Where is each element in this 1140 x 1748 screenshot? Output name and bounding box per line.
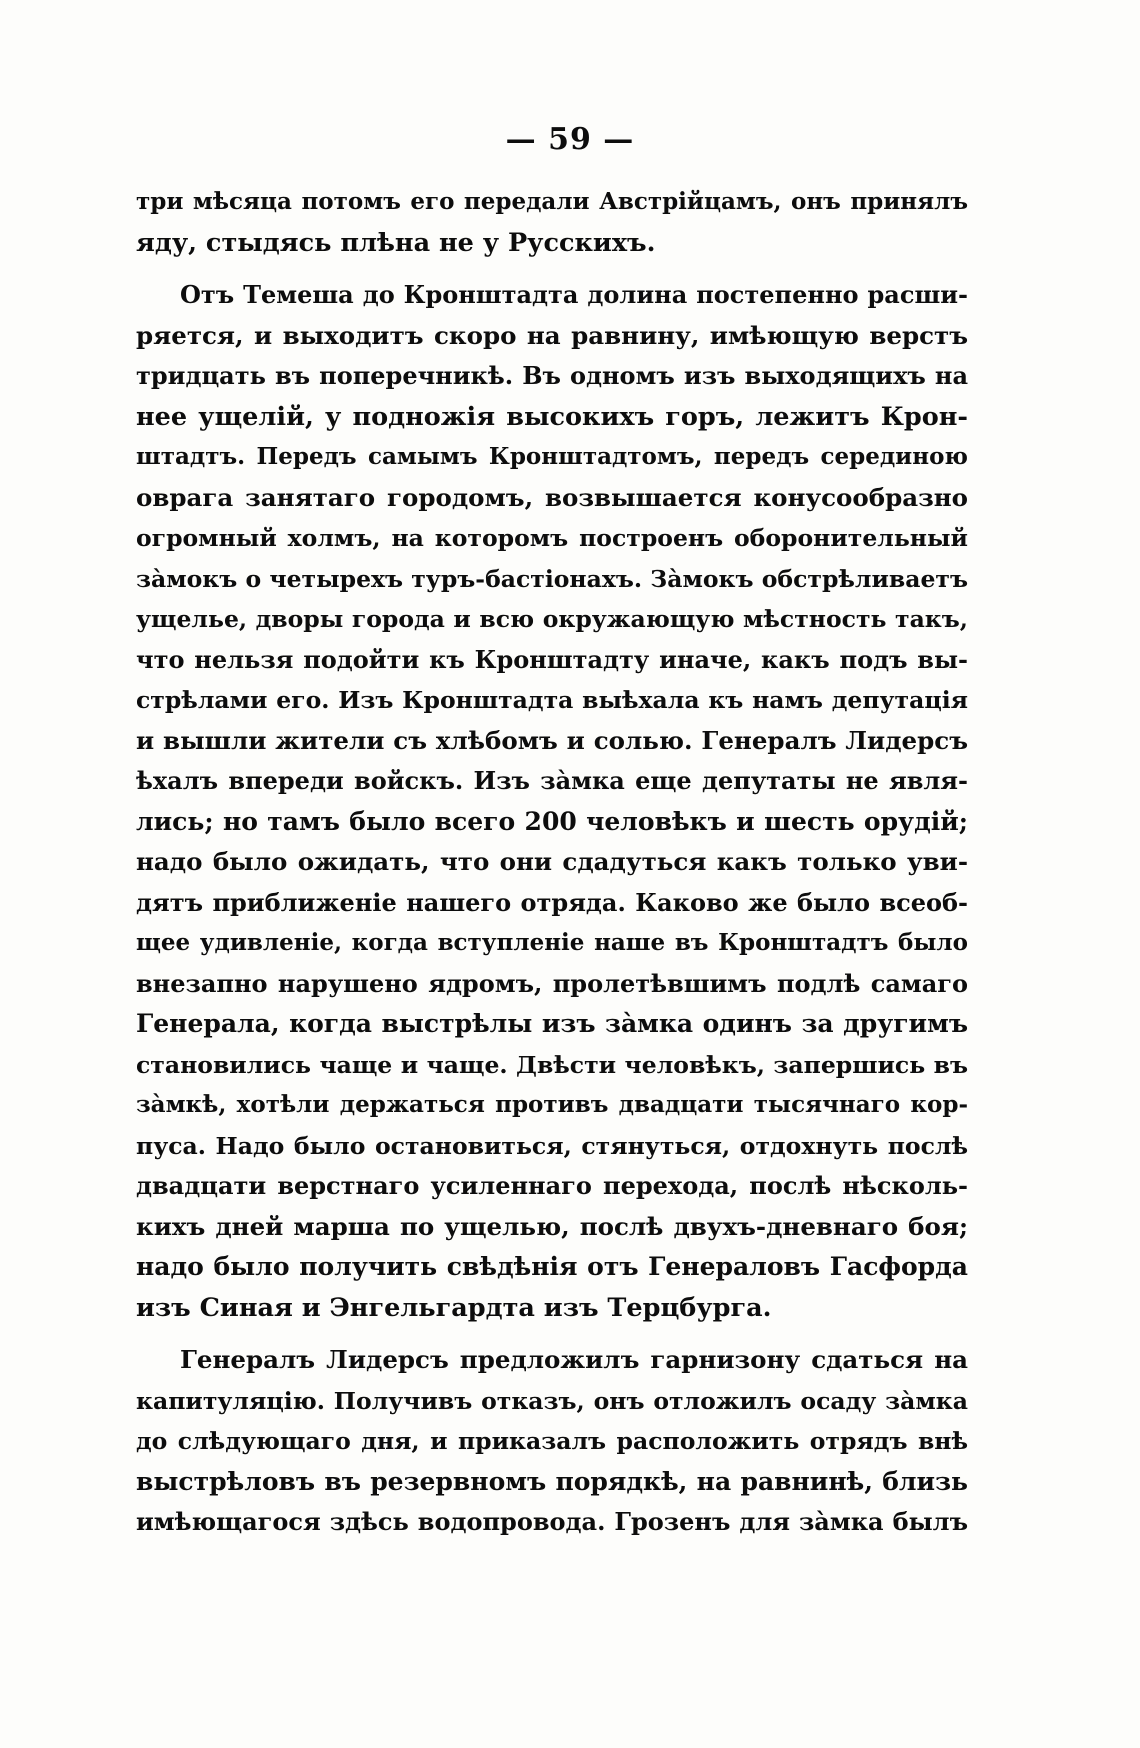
text-line: штадтъ. Передъ самымъ Кронштадтомъ, передъ серединою [136, 443, 968, 470]
text-line: капитуляцію. Получивъ отказъ, онъ отложилъ осаду зàмка [136, 1386, 968, 1415]
text-line: щее удивленіе, когда вступленіе наше въ Кронштадтъ было [136, 929, 968, 956]
text-line: зàмкѣ, хотѣли держаться противъ двадцати тысячнаго кор- [136, 1091, 968, 1118]
text-line: три мѣсяца потомъ его передали Австрійцамъ, онъ принялъ [136, 188, 968, 215]
text-line: и вышли жители съ хлѣбомъ и солью. Генералъ Лидерсъ [136, 725, 968, 755]
text-line: изъ Синая и Энгельгардта изъ Терцбурга. [136, 1292, 772, 1323]
text-line: дятъ приближеніе нашего отряда. Каково же было всеоб- [136, 887, 968, 917]
text-line: ѣхалъ впереди войскъ. Изъ зàмка еще депутаты не явля- [136, 766, 968, 795]
text-line: ряется, и выходитъ скоро на равнину, имѣющую верстъ [136, 320, 968, 350]
page-number: — 59 — [505, 122, 635, 157]
text-line: оврага занятаго городомъ, возвышается конусообразно [136, 482, 968, 512]
text-line: Генералъ Лидерсъ предложилъ гарнизону сдаться на [180, 1345, 968, 1374]
text-line: нее ущелій, у подножія высокихъ горъ, лежитъ Крон- [136, 401, 968, 432]
text-line: надо было получить свѣдѣнія отъ Генераловъ Гасфорда [136, 1252, 968, 1281]
paragraph [136, 182, 968, 263]
text-line: становились чаще и чаще. Двѣсти человѣкъ, запершись въ [136, 1050, 968, 1079]
text-line: ущелье, дворы города и всю окружающую мѣстность такъ, [136, 605, 968, 633]
text-line: до слѣдующаго дня, и приказалъ расположить отрядъ внѣ [136, 1427, 968, 1455]
text-line: кихъ дней марша по ущелью, послѣ двухъ-дневнаго боя; [136, 1211, 968, 1241]
body-text [136, 182, 968, 1543]
paragraph [136, 275, 968, 1328]
text-line: двадцати верстнаго усиленнаго перехода, послѣ нѣсколь- [136, 1171, 968, 1200]
text-line: пуса. Надо было остановиться, стянуться, отдохнуть послѣ [136, 1131, 968, 1160]
text-line: Отъ Темеша до Кронштадта долина постепенно расши- [180, 280, 968, 309]
text-line: тридцать въ поперечникѣ. Въ одномъ изъ выходящихъ на [136, 361, 968, 390]
text-line: яду, стыдясь плѣна не у Русскихъ. [136, 227, 656, 258]
text-line: имѣющагося здѣсь водопровода. Грозенъ для зàмка былъ [136, 1507, 968, 1536]
text-line: Генерала, когда выстрѣлы изъ зàмка одинъ за другимъ [136, 1009, 968, 1038]
text-line: зàмокъ о четырехъ туръ-бастіонахъ. Зàмокъ обстрѣливаетъ [136, 564, 968, 593]
text-line: что нельзя подойти къ Кронштадту иначе, какъ подъ вы- [136, 644, 968, 674]
text-line: надо было ожидать, что они сдадуться какъ только уви- [136, 847, 968, 876]
text-line: внезапно нарушено ядромъ, пролетѣвшимъ подлѣ самаго [136, 968, 968, 998]
text-line: огромный холмъ, на которомъ построенъ оборонительный [136, 524, 968, 552]
text-line: выстрѣловъ въ резервномъ порядкѣ, на равнинѣ, близь [136, 1466, 968, 1496]
paragraph [136, 1340, 968, 1543]
text-line: лись; но тамъ было всего 200 человѣкъ и шесть орудій; [136, 806, 968, 836]
text-line: стрѣлами его. Изъ Кронштадта выѣхала къ намъ депутація [136, 686, 968, 714]
